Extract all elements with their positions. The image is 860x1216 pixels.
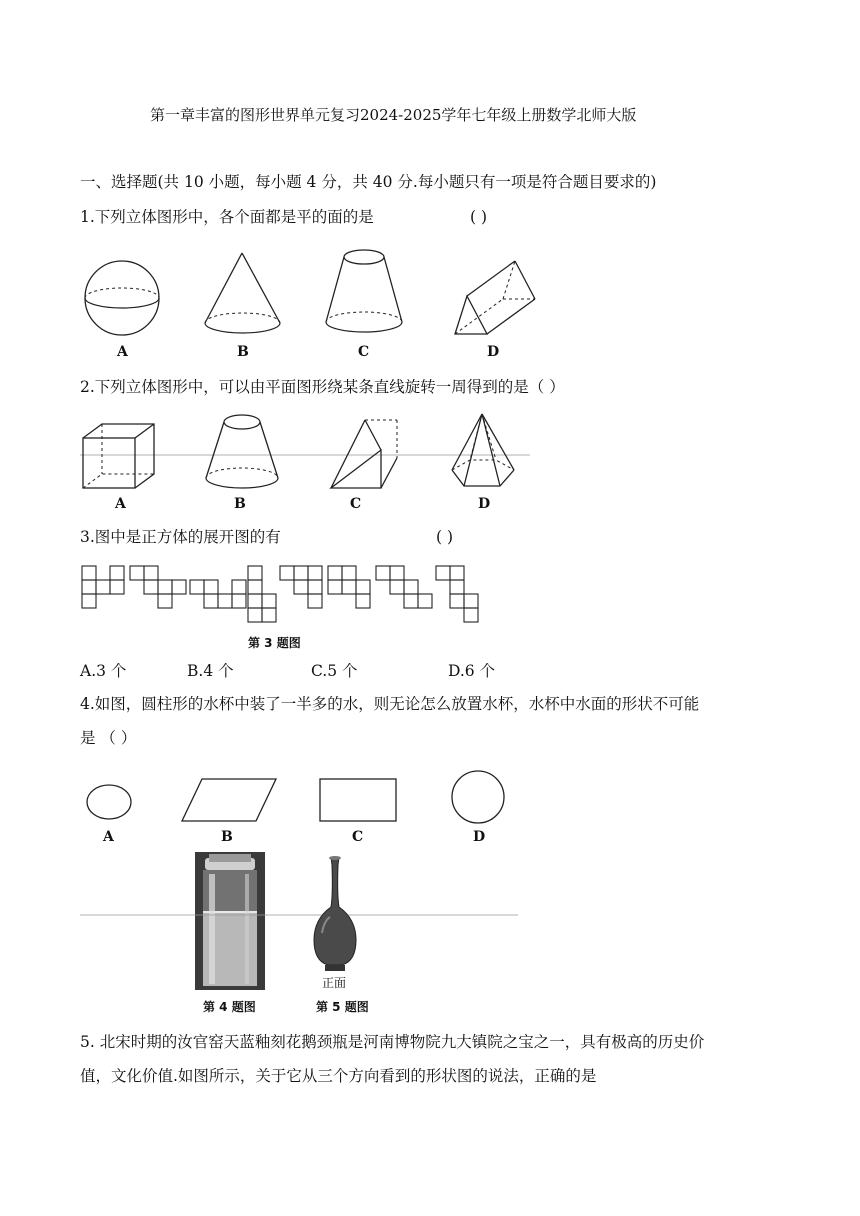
question-2-stem: 2.下列立体图形中，可以由平面图形绕某条直线旋转一周得到的是（ ） <box>80 378 565 396</box>
triangular-prism-figure <box>325 418 405 493</box>
q3-option-d: D.6 个 <box>448 662 496 680</box>
q4-label-b: B <box>221 829 233 845</box>
cube-nets-figure <box>80 564 480 626</box>
q2-label-b: B <box>234 496 246 512</box>
q3-option-c: C.5 个 <box>311 662 358 680</box>
parallelogram-shape <box>180 777 280 827</box>
section-heading: 一、选择题(共 10 小题，每小题 4 分，共 40 分.每小题只有一项是符合题目要求的) <box>80 173 657 191</box>
vase-photo <box>310 855 360 975</box>
q3-option-b: B.4 个 <box>187 662 234 680</box>
prism-figure <box>445 256 545 341</box>
q1-label-d: D <box>487 344 500 360</box>
scan-line-2 <box>80 914 518 916</box>
question-5-stem-line2: 值，文化价值.如图所示，关于它从三个方向看到的形状图的说法，正确的是 <box>80 1067 597 1085</box>
question-4-stem-line2: 是 （ ） <box>80 729 137 747</box>
question-5-stem-line1: 5. 北宋时期的汝官窑天蓝釉刻花鹅颈瓶是河南博物院九大镇院之宝之一，具有极高的历史价 <box>80 1033 705 1051</box>
q2-label-c: C <box>350 496 362 512</box>
page-title: 第一章丰富的图形世界单元复习2024-2025学年七年级上册数学北师大版 <box>150 106 637 124</box>
sphere-figure <box>80 262 170 342</box>
cube-figure <box>80 422 160 492</box>
q4-label-d: D <box>473 829 486 845</box>
q3-option-a: A.3 个 <box>80 662 127 680</box>
question-3-stem: 3.图中是正方体的展开图的有 <box>80 528 281 546</box>
pyramid-figure <box>448 412 528 494</box>
q4-label-c: C <box>352 829 364 845</box>
question-4-stem-line1: 4.如图，圆柱形的水杯中装了一半多的水，则无论怎么放置水杯，水杯中水面的形状不可能 <box>80 695 700 713</box>
q2-label-d: D <box>478 496 491 512</box>
question-3-bracket: ( ) <box>436 528 454 546</box>
cone-figure <box>200 253 290 338</box>
ellipse-shape <box>86 784 136 824</box>
question-1-stem: 1.下列立体图形中，各个面都是平的面的是 <box>80 208 374 226</box>
q1-label-c: C <box>358 344 370 360</box>
q3-caption: 第 3 题图 <box>248 636 301 650</box>
q4-label-a: A <box>103 829 114 845</box>
q1-label-a: A <box>117 344 128 360</box>
front-label: 正面 <box>322 976 347 990</box>
q2-label-a: A <box>115 496 126 512</box>
frustum-figure-2 <box>200 412 290 492</box>
q5-caption: 第 5 题图 <box>316 1000 369 1014</box>
question-1-bracket: ( ) <box>470 208 488 226</box>
q4-caption: 第 4 题图 <box>203 1000 256 1014</box>
frustum-figure <box>322 247 412 339</box>
q1-label-b: B <box>237 344 249 360</box>
circle-shape <box>450 769 510 829</box>
rectangle-shape <box>318 777 400 825</box>
water-cup-photo <box>195 852 265 990</box>
